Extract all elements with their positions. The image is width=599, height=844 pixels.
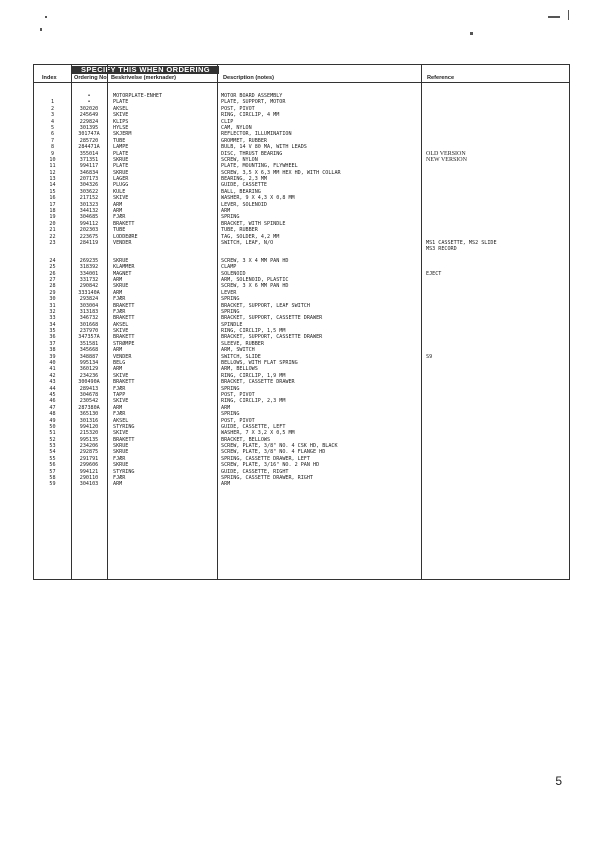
row-ordering-no: 292875: [79, 449, 99, 456]
row-ordering-no: 301747A: [78, 131, 100, 138]
row-ordering-no: 285720: [79, 137, 99, 144]
row-ordering-no: 215320: [79, 430, 99, 437]
row-description: CAM, NYLON: [221, 124, 252, 131]
row-ordering-no: 217152: [79, 195, 99, 202]
row-description: SCREW, NYLON: [221, 156, 258, 163]
row-description: BRACKET, SUPPORT, CASSETTE DRAWER: [221, 334, 323, 341]
row-description: BALL, BEARING: [221, 188, 261, 195]
row-ordering-no: 290842: [79, 283, 99, 290]
row-beskrivelse: PLUGG: [113, 182, 129, 189]
row-ordering-no: 994117: [79, 163, 99, 170]
row-index: 33: [49, 315, 56, 322]
header-ordering-no: Ordering No.: [74, 75, 109, 81]
row-index: 30: [49, 296, 56, 303]
row-beskrivelse: KLAMMER: [113, 264, 135, 271]
row-ordering-no: •: [87, 93, 91, 99]
row-description: BRACKET, CASSETTE DRAWER: [221, 379, 295, 386]
row-beskrivelse: AKSEL: [113, 321, 129, 328]
row-index: 6: [50, 131, 55, 138]
row-ordering-no: 301668: [79, 321, 99, 328]
header-description: Description (notes): [223, 75, 274, 81]
row-reference: EJECT: [426, 270, 442, 277]
row-index: 34: [49, 321, 56, 328]
row-description: RING, CIRCLIP, 1,9 MM: [221, 372, 286, 379]
row-ordering-no: 234206: [79, 443, 99, 450]
row-index: 40: [49, 360, 56, 367]
row-reference: S9: [426, 353, 433, 360]
row-description: SLEEVE, RUBBER: [221, 340, 264, 347]
row-beskrivelse: AKSEL: [113, 417, 129, 424]
row-ordering-no: 355014: [79, 150, 99, 157]
scan-speck: [45, 16, 47, 18]
table-row: [34, 481, 569, 487]
row-description: POST, PIVOT: [221, 105, 255, 112]
row-description: SCREW, PLATE, 3/8" NO. 4 CSK HD, BLACK: [221, 443, 338, 450]
row-description: WASHER, 9 X 4,3 X 0,8 MM: [221, 195, 295, 202]
row-description: SPRING: [221, 214, 240, 221]
row-ordering-no: 245649: [79, 112, 99, 119]
row-ordering-no: 301395: [79, 124, 99, 131]
row-index: 28: [49, 283, 56, 290]
row-description: SPINDLE: [221, 321, 243, 328]
row-description: GUIDE, CASSETTE, LEFT: [221, 423, 286, 430]
header-beskrivelse: Beskrivelse (merknader): [111, 75, 176, 81]
row-description: RING, CIRCLIP, 1,5 MM: [221, 328, 286, 335]
row-index: 50: [49, 423, 56, 430]
row-ordering-no: 301323: [79, 201, 99, 208]
row-beskrivelse: SKRUE: [113, 156, 129, 163]
row-description: SCREW, PLATE, 3/8" NO. 4 FLANGE HD: [221, 449, 326, 456]
row-beskrivelse: FJÆR: [113, 411, 126, 418]
row-index: 54: [49, 449, 56, 456]
scan-speck: [568, 10, 569, 20]
row-beskrivelse: LAMPE: [113, 144, 129, 151]
row-ordering-no: 304685: [79, 214, 99, 221]
row-ordering-no: 207173: [79, 176, 99, 183]
row-beskrivelse: ARM: [113, 366, 123, 373]
scan-speck: [548, 16, 560, 18]
row-ordering-no: 345668: [79, 347, 99, 354]
row-index: 22: [49, 233, 56, 240]
row-ordering-no: 318392: [79, 264, 99, 271]
row-index: 1: [50, 99, 55, 106]
row-ordering-no: 202303: [79, 227, 99, 234]
row-index: 12: [49, 169, 56, 176]
row-beskrivelse: FJÆR: [113, 308, 126, 315]
row-description: PLATE, MOUNTING, FLYWHEEL: [221, 163, 298, 170]
row-ordering-no: 304103: [79, 481, 99, 488]
row-description: BRACKET, SUPPORT, CASSETTE DRAWER: [221, 315, 323, 322]
row-index: 23: [49, 239, 56, 246]
header-reference: Reference: [427, 75, 455, 81]
row-index: 41: [49, 366, 56, 373]
row-ordering-no: 291791: [79, 455, 99, 462]
row-description: DISC, THRUST BEARING: [221, 150, 283, 157]
row-beskrivelse: AKSEL: [113, 105, 129, 112]
row-beskrivelse: SKRUE: [113, 462, 129, 469]
row-ordering-no: 300490A: [78, 379, 100, 386]
row-index: 16: [49, 195, 56, 202]
row-ordering-no: 299606: [79, 462, 99, 469]
row-ordering-no: 994120: [79, 423, 99, 430]
row-description: SCREW, 3,5 X 6,3 MM HEX HD, WITH COLLAR: [221, 169, 341, 176]
row-ordering-no: 344132: [79, 208, 99, 215]
row-index: 24: [49, 257, 56, 264]
parts-rows: [34, 93, 569, 488]
row-ordering-no: 302020: [79, 105, 99, 112]
row-index: 35: [49, 328, 56, 335]
row-beskrivelse: FJÆR: [113, 296, 126, 303]
row-beskrivelse: SKJERM: [113, 131, 132, 138]
header-index: Index: [42, 75, 57, 81]
row-beskrivelse: HYLSE: [113, 124, 129, 131]
row-ordering-no: 269235: [79, 257, 99, 264]
row-beskrivelse: STYRING: [113, 468, 135, 475]
row-ordering-no: 995135: [79, 436, 99, 443]
row-index: 52: [49, 436, 56, 443]
row-index: 47: [49, 404, 56, 411]
row-description: SOLENOID: [221, 270, 246, 277]
row-index: 59: [49, 481, 56, 488]
row-beskrivelse: BRAKETT: [113, 220, 135, 227]
parts-list-table: [33, 64, 570, 580]
row-index: 56: [49, 462, 56, 469]
row-description: SPRING, CASSETTE DRAWER, LEFT: [221, 455, 310, 462]
row-beskrivelse: VENDER: [113, 353, 132, 360]
row-beskrivelse: BRAKETT: [113, 302, 135, 309]
row-description: PLATE, SUPPORT, MOTOR: [221, 99, 286, 106]
row-ordering-no: 351581: [79, 340, 99, 347]
row-beskrivelse: SKRUE: [113, 449, 129, 456]
row-ordering-no: 346732: [79, 315, 99, 322]
row-ordering-no: 303622: [79, 188, 99, 195]
row-index: 15: [49, 188, 56, 195]
row-ordering-no: 293824: [79, 296, 99, 303]
row-index: 49: [49, 417, 56, 424]
row-beskrivelse: KULE: [113, 188, 126, 195]
row-ordering-no: 230542: [79, 398, 99, 405]
row-description: ARM, BELLOWS: [221, 366, 258, 373]
row-beskrivelse: SKRUE: [113, 443, 129, 450]
row-beskrivelse: STRØMPE: [113, 340, 135, 347]
row-description: REFLECTOR, ILLUMINATION: [221, 131, 292, 138]
row-description: CLIP: [221, 118, 234, 125]
row-index: 21: [49, 227, 56, 234]
row-beskrivelse: TUBE: [113, 227, 126, 234]
row-beskrivelse: ARM: [113, 481, 123, 488]
row-index: 45: [49, 391, 56, 398]
row-index: 39: [49, 353, 56, 360]
row-beskrivelse: PLATE: [113, 163, 129, 170]
row-index: 26: [49, 270, 56, 277]
row-description: POST, PIVOT: [221, 417, 255, 424]
row-description: RING, CIRCLIP, 2,3 MM: [221, 398, 286, 405]
row-index: 20: [49, 220, 56, 227]
row-ordering-no: 994121: [79, 468, 99, 475]
row-beskrivelse: SKIVE: [113, 112, 129, 119]
row-ordering-no: 304326: [79, 182, 99, 189]
row-ordering-no: 301316: [79, 417, 99, 424]
row-description: SWITCH, SLIDE: [221, 353, 261, 360]
row-index: 18: [49, 208, 56, 215]
row-beskrivelse: PLATE: [113, 150, 129, 157]
row-index: 32: [49, 308, 56, 315]
row-index: 17: [49, 201, 56, 208]
row-index: 8: [50, 144, 55, 151]
row-description: GROMMET, RUBBER: [221, 137, 268, 144]
row-index: 55: [49, 455, 56, 462]
row-ordering-no: 304678: [79, 391, 99, 398]
row-beskrivelse: KLIPS: [113, 118, 129, 125]
row-ordering-no: 284119: [79, 239, 99, 246]
row-ordering-no: 347357A: [78, 334, 100, 341]
row-index: 36: [49, 334, 56, 341]
row-index: 4: [50, 118, 55, 125]
row-description: BRACKET, BELLOWS: [221, 436, 271, 443]
row-description: SPRING: [221, 411, 240, 418]
row-reference: MS3 RECORD: [426, 246, 457, 253]
row-description: WASHER, 7 X 3,2 X 0,5 MM: [221, 430, 295, 437]
row-beskrivelse: SKIVE: [113, 372, 129, 379]
row-index: 58: [49, 475, 56, 482]
row-index: 57: [49, 468, 56, 475]
row-beskrivelse: ARM: [113, 404, 123, 411]
row-beskrivelse: ARM: [113, 276, 123, 283]
row-index: 31: [49, 302, 56, 309]
row-description: ARM, SOLENOID, PLASTIC: [221, 276, 289, 283]
row-ordering-no: 237970: [79, 328, 99, 335]
row-beskrivelse: ARM: [113, 347, 123, 354]
row-description: MOTOR BOARD ASSEMBLY: [221, 93, 283, 99]
row-beskrivelse: FJÆR: [113, 455, 126, 462]
row-index: 14: [49, 182, 56, 189]
row-beskrivelse: BRAKETT: [113, 379, 135, 386]
row-description: RING, CIRCLIP, 4 MM: [221, 112, 280, 119]
row-description: POST, PIVOT: [221, 391, 255, 398]
row-description: SPRING: [221, 385, 240, 392]
row-ordering-no: 995134: [79, 360, 99, 367]
row-index: 19: [49, 214, 56, 221]
row-description: BEARING, 2,3 MM: [221, 176, 268, 183]
row-beskrivelse: LAGER: [113, 176, 129, 183]
row-index: 9: [50, 150, 55, 157]
row-description: ARM: [221, 208, 231, 215]
row-description: SPRING: [221, 296, 240, 303]
row-ordering-no: 360129: [79, 366, 99, 373]
row-ordering-no: 365130: [79, 411, 99, 418]
table-row: [34, 246, 569, 252]
row-beskrivelse: SKIVE: [113, 430, 129, 437]
row-beskrivelse: SKIVE: [113, 398, 129, 405]
row-beskrivelse: MAGNET: [113, 270, 132, 277]
row-description: LEVER, SOLENOID: [221, 201, 268, 208]
row-description: SCREW, 3 X 6 MM PAN HD: [221, 283, 289, 290]
row-beskrivelse: ARM: [113, 201, 123, 208]
row-beskrivelse: TAPP: [113, 391, 126, 398]
row-beskrivelse: MOTORPLATE-ENHET: [113, 93, 163, 99]
row-index: 42: [49, 372, 56, 379]
row-beskrivelse: ARM: [113, 289, 123, 296]
row-beskrivelse: BRAKETT: [113, 334, 135, 341]
row-beskrivelse: SKIVE: [113, 195, 129, 202]
row-ordering-no: 331732: [79, 276, 99, 283]
row-description: SPRING, CASSETTE DRAWER, RIGHT: [221, 475, 314, 482]
row-index: 46: [49, 398, 56, 405]
row-index: 44: [49, 385, 56, 392]
row-index: 38: [49, 347, 56, 354]
row-description: TUBE, RUBBER: [221, 227, 258, 234]
row-ordering-no: 333140A: [78, 289, 100, 296]
row-ordering-no: 334001: [79, 270, 99, 277]
row-beskrivelse: FJÆR: [113, 214, 126, 221]
row-ordering-no: 284471A: [78, 144, 100, 151]
row-reference: OLD VERSION: [426, 150, 466, 157]
row-beskrivelse: SKRUE: [113, 283, 129, 290]
row-index: 5: [50, 124, 55, 131]
row-description: SWITCH, LEAF, N/O: [221, 239, 274, 246]
row-index: 25: [49, 264, 56, 271]
row-beskrivelse: ARM: [113, 208, 123, 215]
row-ordering-no: 234236: [79, 372, 99, 379]
row-ordering-no: 371351: [79, 156, 99, 163]
specify-banner: SPECIFY THIS WHEN ORDERING: [72, 66, 219, 74]
row-description: TAG, SOLDER, 4,2 MM: [221, 233, 280, 240]
row-index: 48: [49, 411, 56, 418]
row-beskrivelse: BELG: [113, 360, 126, 367]
row-beskrivelse: BRAKETT: [113, 436, 135, 443]
row-index: 37: [49, 340, 56, 347]
row-index: 3: [50, 112, 55, 119]
row-beskrivelse: SKRUE: [113, 169, 129, 176]
row-ordering-no: 303004: [79, 302, 99, 309]
row-description: ARM, SWITCH: [221, 347, 255, 354]
row-description: BRACKET, SUPPORT, LEAF SWITCH: [221, 302, 310, 309]
row-index: 2: [50, 105, 55, 112]
row-description: BULB, 14 V 80 MA, WITH LEADS: [221, 144, 307, 151]
row-description: GUIDE, CASSETTE, RIGHT: [221, 468, 289, 475]
row-beskrivelse: VENDER: [113, 239, 132, 246]
row-ordering-no: 313183: [79, 308, 99, 315]
row-ordering-no: •: [87, 99, 91, 106]
row-description: BELLOWS, WITH FLAT SPRING: [221, 360, 298, 367]
row-ordering-no: 290110: [79, 475, 99, 482]
row-description: SCREW, PLATE, 3/16" NO. 2 PAN HD: [221, 462, 320, 469]
row-index: 7: [50, 137, 55, 144]
row-index: 13: [49, 176, 56, 183]
row-index: 53: [49, 443, 56, 450]
table-header: [34, 65, 569, 83]
row-beskrivelse: PLATE: [113, 99, 129, 106]
row-beskrivelse: LODDEØRE: [113, 233, 138, 240]
page-number: 5: [555, 774, 562, 788]
row-description: ARM: [221, 404, 231, 411]
row-beskrivelse: FJÆR: [113, 475, 126, 482]
row-index: 11: [49, 163, 56, 170]
row-index: 10: [49, 156, 56, 163]
row-description: SCREW, 3 X 4 MM PAN HD: [221, 257, 289, 264]
row-beskrivelse: STYRING: [113, 423, 135, 430]
row-ordering-no: 287380A: [78, 404, 100, 411]
row-ordering-no: 229824: [79, 118, 99, 125]
scan-speck: [40, 28, 42, 31]
row-beskrivelse: TUBE: [113, 137, 126, 144]
row-beskrivelse: SKRUE: [113, 257, 129, 264]
row-description: CLAMP: [221, 264, 237, 271]
row-beskrivelse: BRAKETT: [113, 315, 135, 322]
row-description: SPRING: [221, 308, 240, 315]
row-ordering-no: 223675: [79, 233, 99, 240]
row-ordering-no: 346834: [79, 169, 99, 176]
row-description: LEVER: [221, 289, 237, 296]
row-ordering-no: 994112: [79, 220, 99, 227]
scan-speck: [470, 32, 473, 35]
row-description: BRACKET, WITH SPINDLE: [221, 220, 286, 227]
row-description: ARM: [221, 481, 231, 488]
row-ordering-no: 348887: [79, 353, 99, 360]
row-index: 29: [49, 289, 56, 296]
row-index: 43: [49, 379, 56, 386]
row-ordering-no: 289413: [79, 385, 99, 392]
row-reference: NEW VERSION: [426, 156, 467, 163]
row-reference: MS1 CASSETTE, MS2 SLIDE: [426, 239, 497, 246]
row-beskrivelse: FJÆR: [113, 385, 126, 392]
row-description: GUIDE, CASSETTE: [221, 182, 268, 189]
row-index: 27: [49, 276, 56, 283]
row-beskrivelse: SKIVE: [113, 328, 129, 335]
row-index: 51: [49, 430, 56, 437]
